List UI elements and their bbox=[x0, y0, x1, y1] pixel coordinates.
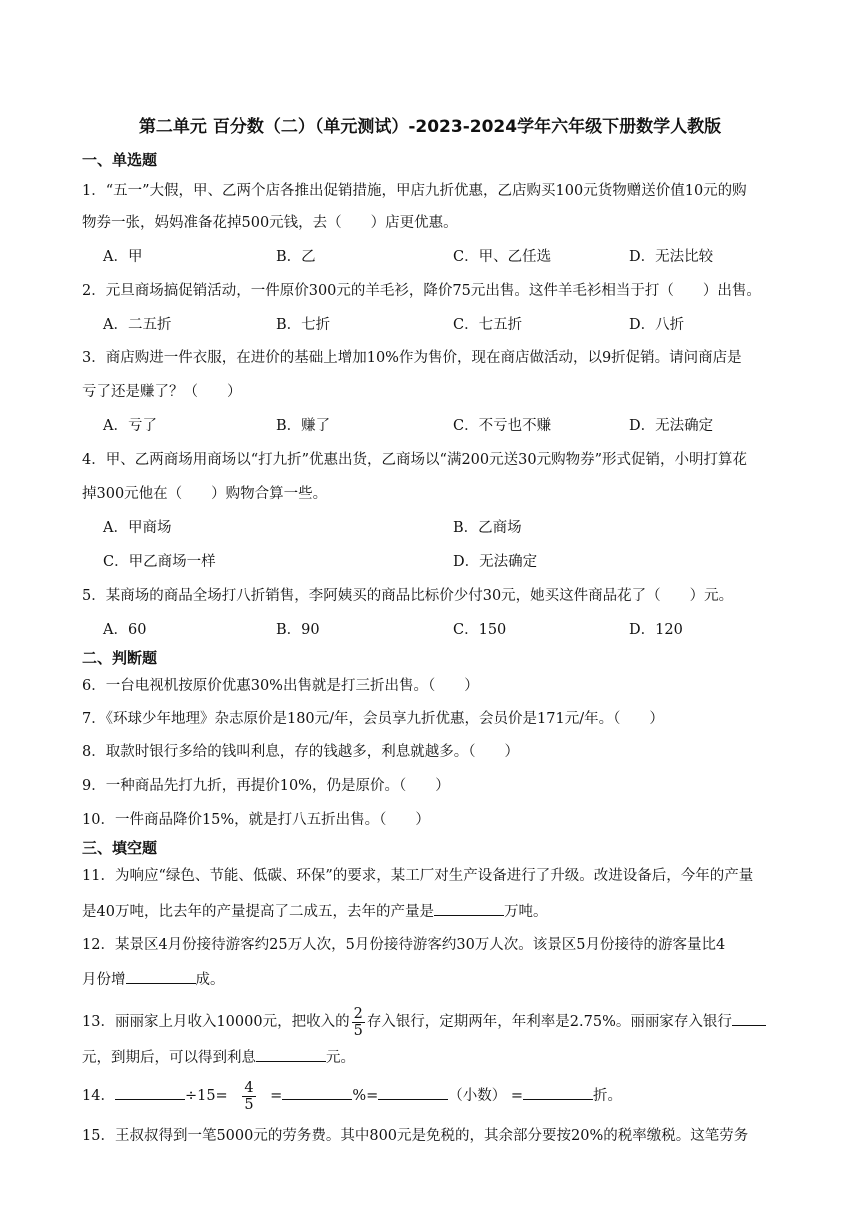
question-3-option-c: C．不亏也不赚 bbox=[453, 418, 552, 434]
fraction-denominator: 5 bbox=[353, 1022, 363, 1039]
question-14-text-2: = bbox=[270, 1088, 283, 1104]
fraction-denominator: 5 bbox=[244, 1096, 254, 1113]
question-14-prefix: 14． bbox=[82, 1088, 115, 1104]
question-13-line-1 bbox=[82, 1004, 766, 1040]
question-3-option-d: D．无法确定 bbox=[629, 418, 714, 434]
question-12-line-1: 12．某景区4月份接待游客约25万人次，5月份接待游客约30万人次。该景区5月份接待的游客量比4 bbox=[82, 937, 726, 953]
question-3-option-a: A．亏了 bbox=[103, 418, 157, 434]
question-1-option-b: B．乙 bbox=[276, 249, 316, 265]
question-13-text-c: 元，到期后，可以得到利息 bbox=[82, 1050, 256, 1066]
question-5-line-1: 5．某商场的商品全场打八折销售，李阿姨买的商品比标价少付30元，她买这件商品花了（ ）元。 bbox=[82, 588, 734, 604]
question-11-text-b: 万吨。 bbox=[503, 904, 548, 920]
question-11-line-2 bbox=[82, 901, 547, 922]
question-5-option-a: A．60 bbox=[103, 622, 147, 638]
question-1-line-1: 1．“五一”大假，甲、乙两个店各推出促销措施，甲店九折优惠，乙店购买100元货物赠送价值10元的购 bbox=[82, 183, 747, 199]
question-12-text-a: 月份增 bbox=[82, 972, 126, 988]
question-4-line-2: 掉300元他在（ ）购物合算一些。 bbox=[82, 486, 328, 502]
answer-blank[interactable] bbox=[115, 1085, 185, 1100]
question-10: 10．一件商品降价15%，就是打八五折出售。（ ） bbox=[82, 812, 430, 828]
question-2-option-c: C．七五折 bbox=[453, 317, 523, 333]
fraction-numerator: 4 bbox=[244, 1079, 254, 1096]
question-13-text-b: 存入银行，定期两年，年利率是2.75%。丽丽家存入银行 bbox=[366, 1014, 732, 1030]
question-14 bbox=[82, 1078, 622, 1114]
section-heading-true-false: 二、判断题 bbox=[82, 649, 158, 667]
question-4-line-1: 4．甲、乙两商场用商场以“打九折”优惠出货，乙商场以“满200元送30元购物券”形式促销，小明打算花 bbox=[82, 452, 747, 468]
question-13-line-2 bbox=[82, 1047, 355, 1068]
section-heading-fill-blank: 三、填空题 bbox=[82, 839, 158, 857]
question-14-text-4: （小数） = bbox=[448, 1088, 524, 1104]
question-8: 8．取款时银行多给的钱叫利息，存的钱越多，利息就越多。（ ） bbox=[82, 744, 519, 760]
question-12-text-b: 成。 bbox=[195, 972, 225, 988]
question-13-text-d: 元。 bbox=[326, 1050, 355, 1066]
answer-blank[interactable] bbox=[523, 1085, 593, 1100]
question-5-option-d: D．120 bbox=[629, 622, 683, 638]
question-11-text-a: 是40万吨，比去年的产量提高了二成五，去年的产量是 bbox=[82, 904, 434, 920]
answer-blank[interactable] bbox=[378, 1085, 448, 1100]
question-2-option-b: B．七折 bbox=[276, 317, 331, 333]
question-3-option-b: B．赚了 bbox=[276, 418, 331, 434]
question-4-option-a: A．甲商场 bbox=[103, 520, 172, 536]
page-title: 第二单元 百分数（二）（单元测试）-2023-2024学年六年级下册数学人教版 bbox=[138, 117, 722, 137]
question-14-text-3: %= bbox=[352, 1088, 379, 1104]
question-2-option-d: D．八折 bbox=[629, 317, 685, 333]
question-7: 7．《环球少年地理》杂志原价是180元/年，会员享九折优惠，会员价是171元/年。（ ） bbox=[82, 711, 664, 727]
question-4-option-d: D．无法确定 bbox=[453, 554, 538, 570]
answer-blank[interactable] bbox=[732, 1011, 766, 1026]
answer-blank[interactable] bbox=[282, 1085, 352, 1100]
question-1-option-c: C．甲、乙任选 bbox=[453, 249, 552, 265]
question-2-line-1: 2．元旦商场搞促销活动，一件原价300元的羊毛衫，降价75元出售。这件羊毛衫相当于打（ ）出售。 bbox=[82, 283, 761, 299]
question-4-option-c: C．甲乙商场一样 bbox=[103, 554, 216, 570]
question-15-line-1: 15．王叔叔得到一笔5000元的劳务费。其中800元是免税的，其余部分要按20%的税率缴税。这笔劳务 bbox=[82, 1128, 749, 1144]
question-1-option-d: D．无法比较 bbox=[629, 249, 714, 265]
question-12-line-2 bbox=[82, 969, 225, 990]
fraction-numerator: 2 bbox=[353, 1005, 363, 1022]
answer-blank[interactable] bbox=[434, 901, 504, 916]
section-heading-single-choice: 一、单选题 bbox=[82, 151, 158, 169]
question-1-line-2: 物券一张，妈妈准备花掉500元钱，去（ ）店更优惠。 bbox=[82, 215, 458, 231]
question-14-text-1: ÷15= bbox=[184, 1088, 228, 1104]
question-5-option-c: C．150 bbox=[453, 622, 507, 638]
question-3-line-1: 3．商店购进一件衣服，在进价的基础上增加10%作为售价，现在商店做活动，以9折促销。请问商店是 bbox=[82, 350, 742, 366]
question-1-option-a: A．甲 bbox=[103, 249, 143, 265]
question-14-text-5: 折。 bbox=[593, 1088, 623, 1104]
question-5-option-b: B．90 bbox=[276, 622, 320, 638]
question-3-line-2: 亏了还是赚了？（ ） bbox=[82, 384, 242, 400]
answer-blank[interactable] bbox=[256, 1047, 326, 1062]
answer-blank[interactable] bbox=[126, 969, 196, 984]
question-13-text-a: 13．丽丽家上月收入10000元，把收入的 bbox=[82, 1014, 350, 1030]
question-9: 9．一种商品先打九折，再提价10%，仍是原价。（ ） bbox=[82, 778, 450, 794]
question-2-option-a: A．二五折 bbox=[103, 317, 172, 333]
question-4-option-b: B．乙商场 bbox=[453, 520, 522, 536]
fraction bbox=[352, 1006, 365, 1039]
question-6: 6．一台电视机按原价优惠30%出售就是打三折出售。（ ） bbox=[82, 678, 479, 694]
question-11-line-1: 11．为响应“绿色、节能、低碳、环保”的要求，某工厂对生产设备进行了升级。改进设备后，今年的产量 bbox=[82, 868, 754, 884]
fraction bbox=[242, 1080, 255, 1113]
